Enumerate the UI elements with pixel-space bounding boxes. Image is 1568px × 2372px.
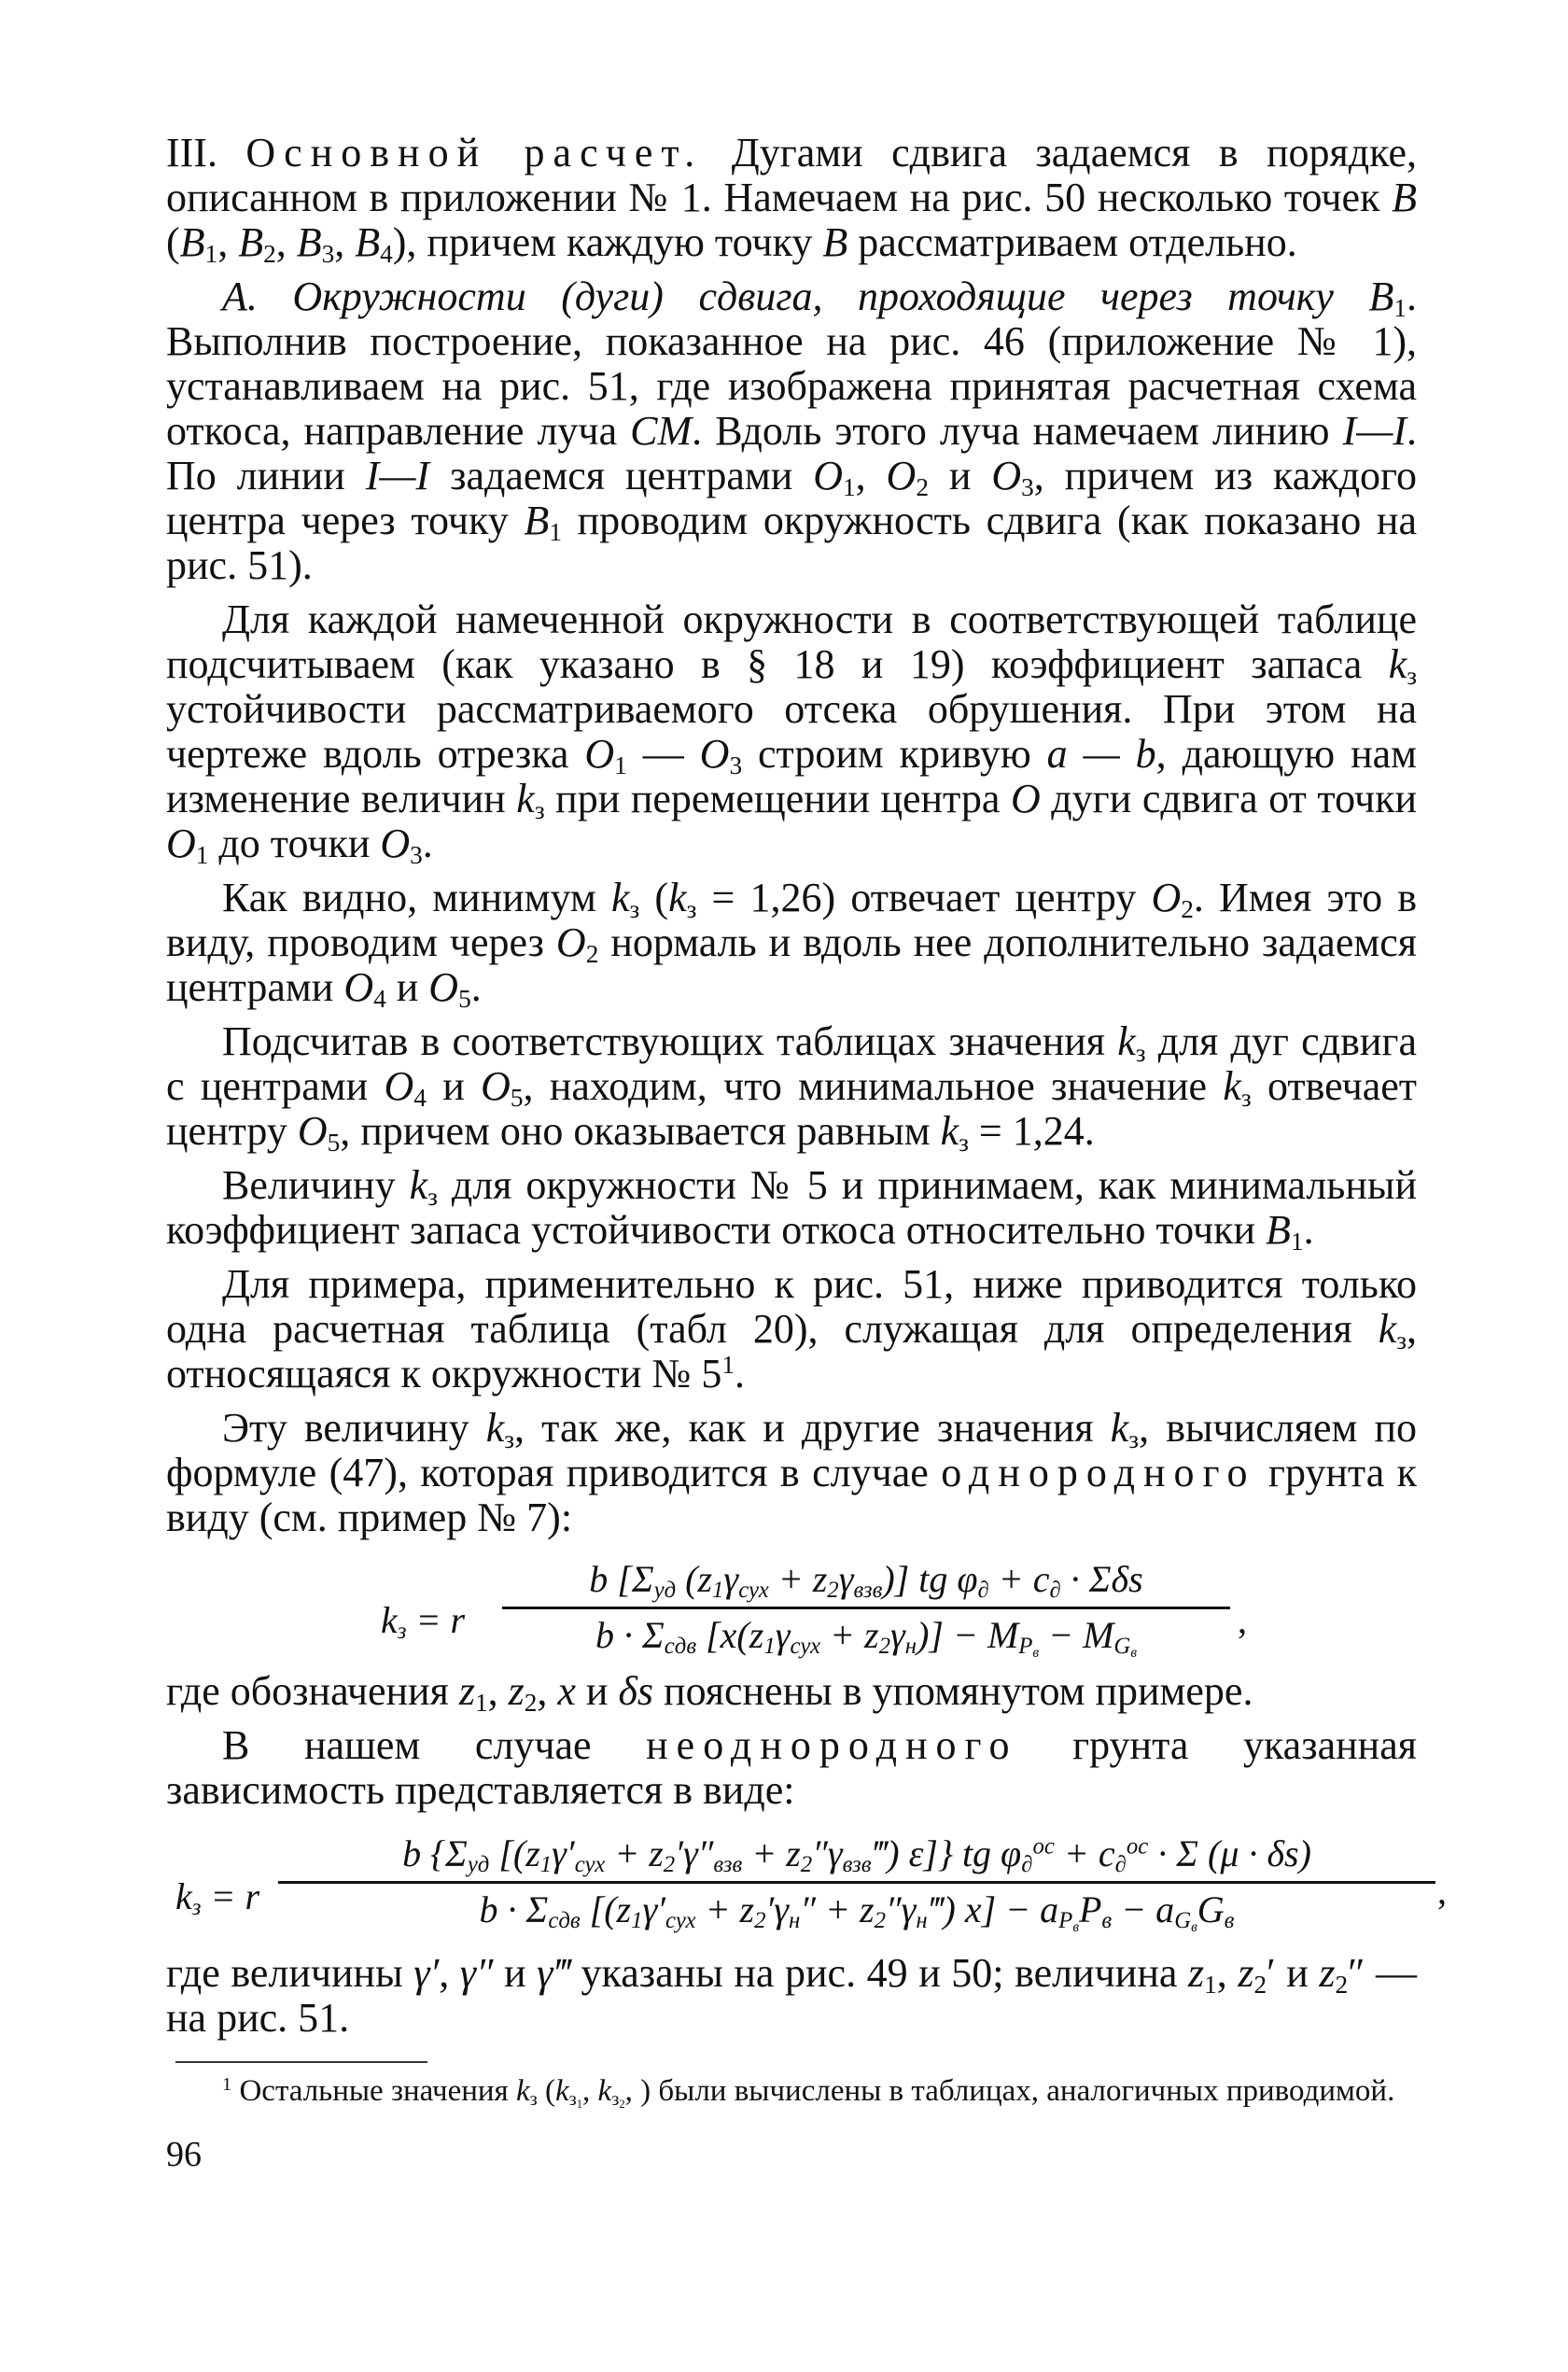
- paragraph-minimum: Как видно, минимум $k_з$ $(k_з = 1,26)$ отвечает центру $O_2$. Имея это в виду, проводим через $O_2$ нормаль и вдоль нее дополнительно задаемся центрами $O_4$ и $O_5$.: [166, 875, 1417, 1013]
- formula-fraction: [502, 1557, 1230, 1662]
- formula-denominator: $b \cdot \Sigma_{сдв}$ $[x(z_1\gamma_{сух} + z_2\gamma_н)] - M_{P_в} - M_{G_в}$: [595, 1614, 1137, 1662]
- paragraph-centers-result: Подсчитав в соответствующих таблицах значения $k_з$ для дуг сдвига с центрами $O_4$ и $O_5$, находим, что минимальное значение $k_з$ отвечает центру $O_5$, причем оно оказывается равным $k_з = 1,24$.: [166, 1018, 1418, 1157]
- formula-heterogeneous: [166, 1832, 1447, 1951]
- formula-lhs: $k_з = r$: [381, 1599, 466, 1645]
- paragraph-formula-intro: Эту величину $k_з$, так же, как и другие значения $k_з$, вычисляем по формуле (47), которая приводится в случае однородного грунта к виду (см. пример № 7):: [166, 1405, 1418, 1540]
- paragraph-example-table: Для примера, применительно к рис. 51, ниже приводится только одна расчетная таблица (табл 20), служащая для определения $k_з$, относящаяся к окружности № $5^1$.: [166, 1261, 1417, 1397]
- paragraph-main-calculation: III. Основной расчет. Дугами сдвига задаемся в порядке, описанном в приложении № 1. Намечаем на рис. 50 несколько точек B ($B_1$, $B_2$, $B_3$, $B_4$), причем каждую точку B рассматриваем отдельно.: [166, 130, 1417, 268]
- formula2-fraction: [278, 1832, 1435, 1936]
- formula-homogeneous: [166, 1557, 1417, 1669]
- formula-comma: ,: [1238, 1599, 1247, 1641]
- paragraph-gamma-notes: где величины γ′, γ″ и γ‴ указаны на рис. 49 и 50; величина $z_1$, $z_2'$ и $z_2''$ — на рис. 51.: [166, 1950, 1418, 2041]
- paragraph-safety-factor: Для каждой намеченной окружности в соответствующей таблице подсчитываем (как указано в § 18 и 19) коэффициент запаса $k_з$ устойчивости рассматриваемого отсека обрушения. При этом на чертеже вдоль отрезка $O_1$ — $O_3$ строим кривую a — b, дающую нам изменение величин $k_з$ при перемещении центра O дуги сдвига от точки $O_1$ до точки $O_3$.: [166, 597, 1417, 869]
- formula2-comma: ,: [1437, 1870, 1447, 1912]
- formula-numerator: b [$\Sigma_{уд}$ $(z_1\gamma_{сух} + z_2\gamma_{взв})$] tg $\varphi_\partial + c_\partial \cdot \Sigma\delta s$: [589, 1558, 1143, 1604]
- footnote: $^1$ Остальные значения $k_з$ ($k_{з_1}$, $k_{з_2}$, ) были вычислены в таблицах, аналогичных приводимой.: [222, 2073, 1395, 2112]
- formula2-denominator: $b \cdot \Sigma_{сдв}$ [($z_1\gamma'_{сух} + z_2'\gamma_н''$ + $z_2''\gamma_н‴$) $x] - a_{P_в}P_в - a_{G_в}G_в$: [479, 1888, 1235, 1936]
- paragraph-heterogeneous-intro: В нашем случае неоднородного грунта указанная зависимость представляется в виде:: [166, 1722, 1417, 1813]
- paragraph-notation: где обозначения $z_1$, $z_2$, x и δs пояснены в упомянутом примере.: [166, 1668, 1253, 1717]
- page-content: [166, 130, 1447, 2175]
- paragraph-section-a: А. Окружности (дуги) сдвига, проходящие через точку $B_1$. Выполнив построение, показанное на рис. 46 (приложение № 1), устанавливаем на рис. 51, где изображена принятая расчетная схема откоса, направление луча СМ. Вдоль этого луча намечаем линию I—I. По линии I—I задаемся центрами $O_1$, $O_2$ и $O_3$, причем из каждого центра через точку $B_1$ проводим окружность сдвига (как показано на рис. 51).: [166, 274, 1418, 588]
- formula2-lhs: $k_з = r$: [175, 1875, 260, 1921]
- footnote-rule: [175, 2061, 427, 2063]
- formula2-numerator: b {$\Sigma_{уд}$ [($z_1\gamma'_{сух} + z_2'\gamma''_{взв}$ + $z_2''\gamma_{взв}‴$) ε]} tg $\varphi_\partial^{ос} + c_\partial^{ос} \cdot \Sigma$ (μ · δs): [402, 1832, 1311, 1878]
- page-number: 96: [166, 2135, 202, 2174]
- paragraph-accept-minimum: Величину $k_з$ для окружности № 5 и принимаем, как минимальный коэффициент запаса устойчивости откоса относительно точки $B_1$.: [166, 1162, 1417, 1256]
